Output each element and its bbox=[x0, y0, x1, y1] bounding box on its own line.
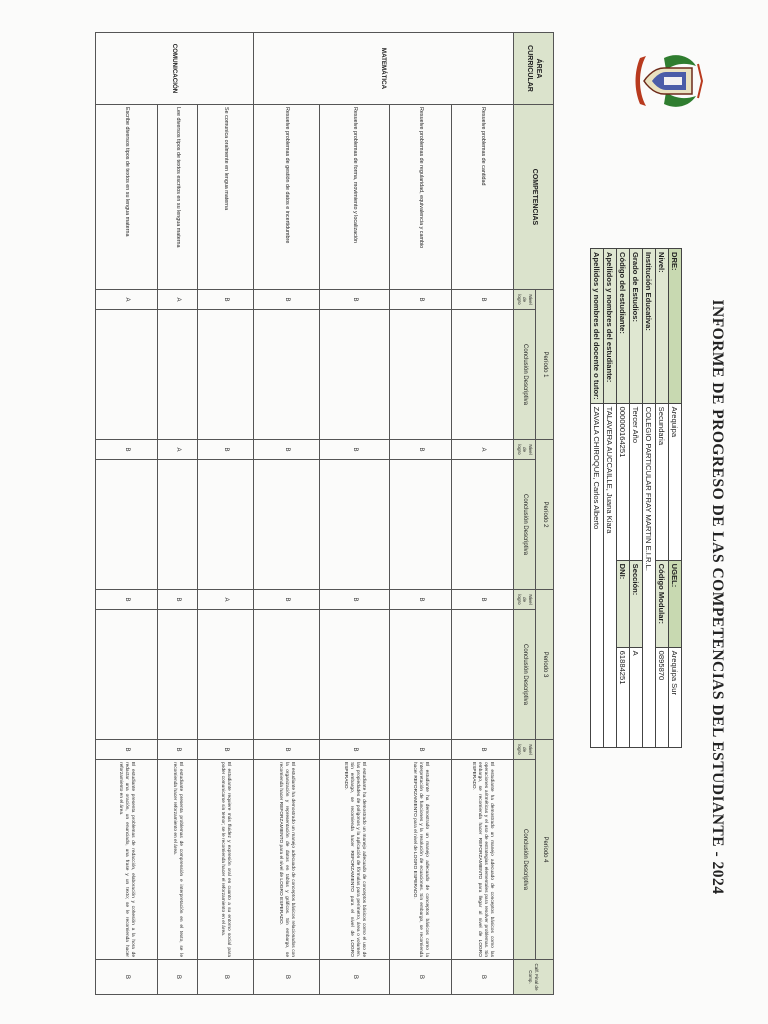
nivel-p1: B bbox=[253, 290, 319, 310]
nivel-p3: B bbox=[389, 590, 451, 610]
competencia-name: Lee diversos tipos de textos escritos en su lengua materna bbox=[157, 105, 197, 290]
info-value: COLEGIO PARTICULAR FRAY MARTIN E.I.R.L. bbox=[643, 403, 656, 747]
info-value: 61884251 bbox=[617, 647, 630, 747]
calificacion-final: B bbox=[197, 960, 253, 995]
header-periodo-1: Período 1 bbox=[536, 290, 554, 440]
table-row bbox=[319, 33, 389, 995]
nivel-p4: B bbox=[451, 740, 513, 760]
report-page bbox=[34, 12, 734, 1012]
info-label: DRE: bbox=[669, 249, 682, 404]
nivel-p2: B bbox=[319, 440, 389, 460]
calificacion-final: B bbox=[95, 960, 157, 995]
calificacion-final: B bbox=[253, 960, 319, 995]
school-crest-icon bbox=[632, 50, 704, 112]
header-nivel: Nivel de logro bbox=[513, 290, 535, 310]
nivel-p3: A bbox=[197, 590, 253, 610]
nivel-p1: B bbox=[197, 290, 253, 310]
info-value: A bbox=[630, 647, 643, 747]
header-nivel: Nivel de logro bbox=[513, 440, 535, 460]
nivel-p3: B bbox=[95, 590, 157, 610]
area-matematica: MATEMÁTICA bbox=[253, 33, 513, 105]
header-conclusion: Conclusión Descriptiva bbox=[513, 460, 535, 590]
competencia-name: Resuelve problemas de cantidad bbox=[451, 105, 513, 290]
conclusion-p1 bbox=[197, 310, 253, 440]
header-competencias: COMPETENCIAS bbox=[513, 105, 553, 290]
conclusion-p1 bbox=[319, 310, 389, 440]
nivel-p1: B bbox=[451, 290, 513, 310]
competencies-table bbox=[95, 32, 554, 995]
table-row bbox=[157, 33, 197, 995]
conclusion-p2 bbox=[389, 460, 451, 590]
conclusion-p3 bbox=[95, 610, 157, 740]
header-periodo-2: Período 2 bbox=[536, 440, 554, 590]
header-periodo-3: Periodo 3 bbox=[536, 590, 554, 740]
conclusion-p3 bbox=[389, 610, 451, 740]
competencia-name: Se comunica oralmente en lengua materna bbox=[197, 105, 253, 290]
nivel-p1: B bbox=[389, 290, 451, 310]
header-conclusion: Conclusión Descriptiva bbox=[513, 310, 535, 440]
nivel-p2: A bbox=[451, 440, 513, 460]
info-label: DNI: bbox=[617, 560, 630, 647]
conclusion-p4: El estudiante requiere más fluidez y expresión oral en cuanto a su entorno social para poder comunicarse sin temor; se le recomienda hacer el reforzamiento en el área. bbox=[197, 760, 253, 960]
conclusion-p3 bbox=[319, 610, 389, 740]
header-area: ÁREA CURRICULAR bbox=[513, 33, 553, 105]
conclusion-p1 bbox=[157, 310, 197, 440]
conclusion-p2 bbox=[157, 460, 197, 590]
nivel-p3: B bbox=[451, 590, 513, 610]
conclusion-p3 bbox=[451, 610, 513, 740]
nivel-p2: B bbox=[95, 440, 157, 460]
report-title: INFORME DE PROGRESO DE LAS COMPETENCIAS DEL ESTUDIANTE - 2024 bbox=[709, 299, 726, 895]
info-value: TALAVERA AUCCAILLE, Juana Kiara bbox=[604, 403, 617, 747]
info-value: Secundaria bbox=[656, 403, 669, 560]
calificacion-final: B bbox=[389, 960, 451, 995]
conclusion-p4: El estudiante presenta problemas de comprensión e interpretación en el texto, se le recomienda hacer reforzamiento en el área. bbox=[157, 760, 197, 960]
nivel-p3: B bbox=[253, 590, 319, 610]
competencia-name: Resuelve problemas de forma, movimiento y localización bbox=[319, 105, 389, 290]
info-value: 0895870 bbox=[656, 647, 669, 747]
conclusion-p3 bbox=[197, 610, 253, 740]
competencia-name: Escribe diversos tipos de textos en su lengua materna bbox=[95, 105, 157, 290]
area-comunicacion: COMUNICACIÓN bbox=[95, 33, 253, 105]
conclusion-p2 bbox=[451, 460, 513, 590]
conclusion-p4: El estudiante ha demostrado un manejo adecuado de conceptos básicos como la interpretación de funciones y la resolución de ecuaciones. Sin embargo, se recomienda hacer REFORZAMIENTO para el nivel de LOGRO ESPERADO. bbox=[389, 760, 451, 960]
nivel-p4: B bbox=[389, 740, 451, 760]
competencia-name: Resuelve problemas de gestión de datos e incertidumbre bbox=[253, 105, 319, 290]
table-row bbox=[451, 33, 513, 995]
conclusion-p3 bbox=[253, 610, 319, 740]
conclusion-p2 bbox=[253, 460, 319, 590]
nivel-p4: B bbox=[319, 740, 389, 760]
info-value: Tercer Año bbox=[630, 403, 643, 560]
header-nivel: Nivel de logro bbox=[513, 740, 535, 760]
nivel-p3: B bbox=[157, 590, 197, 610]
nivel-p1: A bbox=[157, 290, 197, 310]
info-label: Sección: bbox=[630, 560, 643, 647]
conclusion-p2 bbox=[95, 460, 157, 590]
nivel-p4: B bbox=[197, 740, 253, 760]
info-label: Código Modular: bbox=[656, 560, 669, 647]
nivel-p2: B bbox=[253, 440, 319, 460]
header-calificacion-final: Calf. Final de Comp. bbox=[513, 960, 553, 995]
table-row bbox=[253, 33, 319, 995]
info-label: Apellidos y nombres del docente o tutor: bbox=[591, 249, 604, 404]
info-value: Arequipa Sur bbox=[669, 647, 682, 747]
nivel-p1: A bbox=[95, 290, 157, 310]
header-conclusion: Conclusión Descriptiva bbox=[513, 760, 535, 960]
conclusion-p4: El estudiante ha demostrado un manejo adecuado de conceptos básicos como el uso de las propiedades de polígonos y la aplicación de fórmulas para perímetro, área o volumen. Sin embargo, se recomienda hacer REFORZAMIENTO para el nivel de LOGRO ESPERADO. bbox=[319, 760, 389, 960]
conclusion-p2 bbox=[197, 460, 253, 590]
conclusion-p4: El estudiante ha demostrado un manejo adecuado de conceptos básicos como las operaciones aritméticas y el uso de estrategias elementales para resolver problemas. Sin embargo, se recomienda hacer REFORZAMIENTO para llegar al nivel de LOGRO ESPERADO. bbox=[451, 760, 513, 960]
info-label: Apellidos y nombres del estudiante: bbox=[604, 249, 617, 404]
conclusion-p4: El estudiante ha demostrado un manejo adecuado de conceptos básicos relacionados con la organización y representación de datos en tablas y gráficos. Sin embargo, se recomienda hacer REFORZAMIENTO para el nivel de LOGRO ESPERADO. bbox=[253, 760, 319, 960]
nivel-p2: B bbox=[389, 440, 451, 460]
nivel-p1: B bbox=[319, 290, 389, 310]
info-value: Arequipa bbox=[669, 403, 682, 560]
nivel-p4: B bbox=[95, 740, 157, 760]
student-info-table bbox=[590, 248, 682, 748]
table-row bbox=[197, 33, 253, 995]
info-label: Código del estudiante: bbox=[617, 249, 630, 404]
header-periodo-4: Período 4 bbox=[536, 740, 554, 960]
info-label: Grado de Estudios: bbox=[630, 249, 643, 404]
nivel-p4: B bbox=[157, 740, 197, 760]
info-label: Institución Educativa: bbox=[643, 249, 656, 404]
calificacion-final: B bbox=[451, 960, 513, 995]
conclusion-p1 bbox=[451, 310, 513, 440]
conclusion-p2 bbox=[319, 460, 389, 590]
conclusion-p4: El estudiante presenta problemas de redacción, elaboración y cohesión a la hora de redactar una oración, un enunciado, una frase y un texto; se le recomienda hacer reforzamiento en el área. bbox=[95, 760, 157, 960]
conclusion-p1 bbox=[389, 310, 451, 440]
info-value: ZAVALA CHIROQUE, Carlos Alberto bbox=[591, 403, 604, 747]
table-row bbox=[389, 33, 451, 995]
header-conclusion: Conclusión Descriptiva bbox=[513, 610, 535, 740]
conclusion-p3 bbox=[157, 610, 197, 740]
info-value: 000000164251 bbox=[617, 403, 630, 560]
nivel-p3: B bbox=[319, 590, 389, 610]
header-nivel: Nivel de logro bbox=[513, 590, 535, 610]
conclusion-p1 bbox=[253, 310, 319, 440]
conclusion-p1 bbox=[95, 310, 157, 440]
table-row bbox=[95, 33, 157, 995]
info-label: Nivel: bbox=[656, 249, 669, 404]
info-label: UGEL: bbox=[669, 560, 682, 647]
nivel-p4: B bbox=[253, 740, 319, 760]
calificacion-final: B bbox=[319, 960, 389, 995]
calificacion-final: B bbox=[157, 960, 197, 995]
nivel-p2: B bbox=[197, 440, 253, 460]
competencia-name: Resuelve problemas de regularidad, equivalencia y cambio bbox=[389, 105, 451, 290]
nivel-p2: A bbox=[157, 440, 197, 460]
